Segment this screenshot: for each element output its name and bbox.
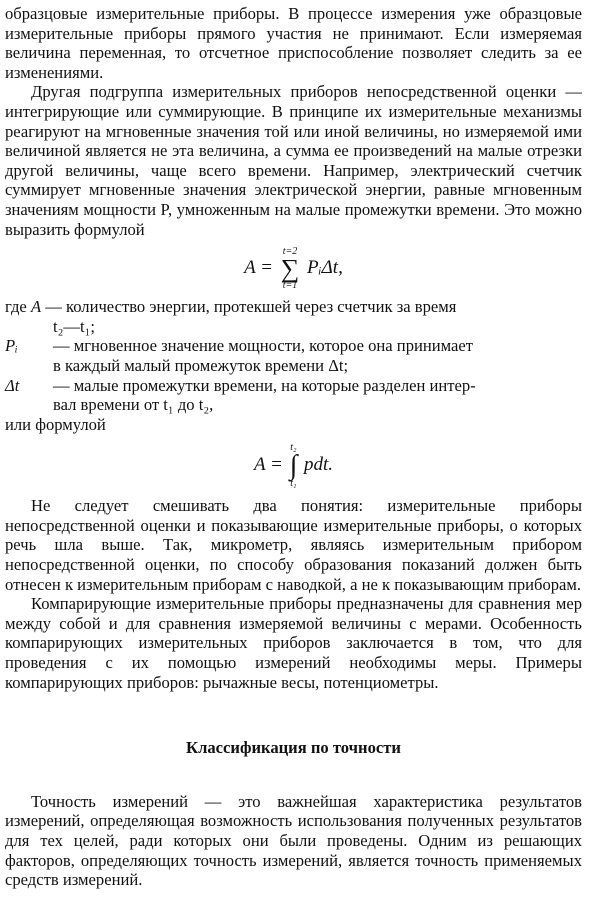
definition-item xyxy=(5,376,582,396)
definition-symbol: Pᵢ xyxy=(5,336,18,356)
definition-symbol: Δt xyxy=(5,375,20,395)
sum-operator xyxy=(281,247,300,291)
paragraph-5: Точность измерений — это важнейшая характеристика результатов измерений, определяющая возможность использования полученных результатов для тех целей, ради которых они были проведены. Одним из решающих факторов, определяющих точность измерений, является точность применяемых средств измерений. xyxy=(5,791,582,890)
definition-text: — количество энергии, протекшей через счетчик за время xyxy=(45,297,457,317)
paragraph-1: образцовые измерительные приборы. В процессе измерения уже образцовые измерительные приборы прямого участия не принимают. Если измеряемая величина переменная, то отсчетное приспособление позволяет следить за ее изменениями. xyxy=(5,4,582,82)
definition-continuation: t₂—t₁; xyxy=(53,316,95,336)
paragraph-3: Не следует смешивать два понятия: измерительные приборы непосредственной оценки и показывающие измерительные приборы, о которых речь шла выше. Так, микрометр, являясь измерительным прибором непосредственной оценки, по способу образования показаний должен быть отнесен к измерительным приборам с наводкой, а не к показывающим приборам. xyxy=(5,496,582,594)
or-formula-text: или формулой xyxy=(5,414,106,434)
formula-sum-lhs: A = xyxy=(244,257,273,279)
sum-lower-limit: t=1 xyxy=(282,279,298,291)
definition-continuation: в каждый малый промежуток времени Δt; xyxy=(53,355,349,375)
integral-upper-limit: t₂ xyxy=(290,441,297,453)
definition-continuation: вал времени от t₁ до t₂, xyxy=(53,395,214,415)
formula-integral xyxy=(5,434,582,496)
definition-text: — малые промежутки времени, на которые разделен интер- xyxy=(53,375,476,395)
definition-item xyxy=(5,336,582,356)
integral-lower-limit: t₁ xyxy=(290,477,297,489)
definition-item xyxy=(5,297,582,317)
section-heading: Классификация по точности xyxy=(186,738,401,758)
sum-sigma: ∑ xyxy=(280,253,300,283)
definitions-intro: где xyxy=(5,297,27,317)
sum-upper-limit: t=2 xyxy=(282,245,298,257)
formula-integral-body: pdt. xyxy=(303,454,334,476)
paragraph-4: Компарирующие измерительные приборы предназначены для сравнения мер между собой и для сравнения измеряемой величины с мерами. Особенность компарирующих измерительных приборов заключается в том, что для проведения с их помощью измерений необходимы меры. Примеры компарирующих приборов: рычажные весы, потенциометры. xyxy=(5,594,582,692)
definitions-list xyxy=(5,297,582,434)
integral-operator xyxy=(290,443,298,489)
formula-integral-lhs: A = xyxy=(253,454,283,476)
definition-symbol: A xyxy=(30,297,42,317)
formula-sum xyxy=(5,239,582,297)
integral-sign: ∫ xyxy=(289,449,298,481)
formula-sum-body: PᵢΔt, xyxy=(307,257,343,279)
paragraph-2: Другая подгруппа измерительных приборов непосредственной оценки — интегрирующие или суммирующие. В принципе их измерительные механизмы реагируют на мгновенные значения той или иной величины, но измеряемой ими величиной является не эта величина, а сумма ее произведений на малые отрезки другой величины, чаще всего времени. Например, электрический счетчик суммирует мгновенные значения электрической энергии, равные мгновенным значениям мощности P, умноженным на малые промежутки времени. Это можно выразить формулой xyxy=(5,82,582,239)
definition-text: — мгновенное значение мощности, которое она принимает xyxy=(53,336,473,356)
